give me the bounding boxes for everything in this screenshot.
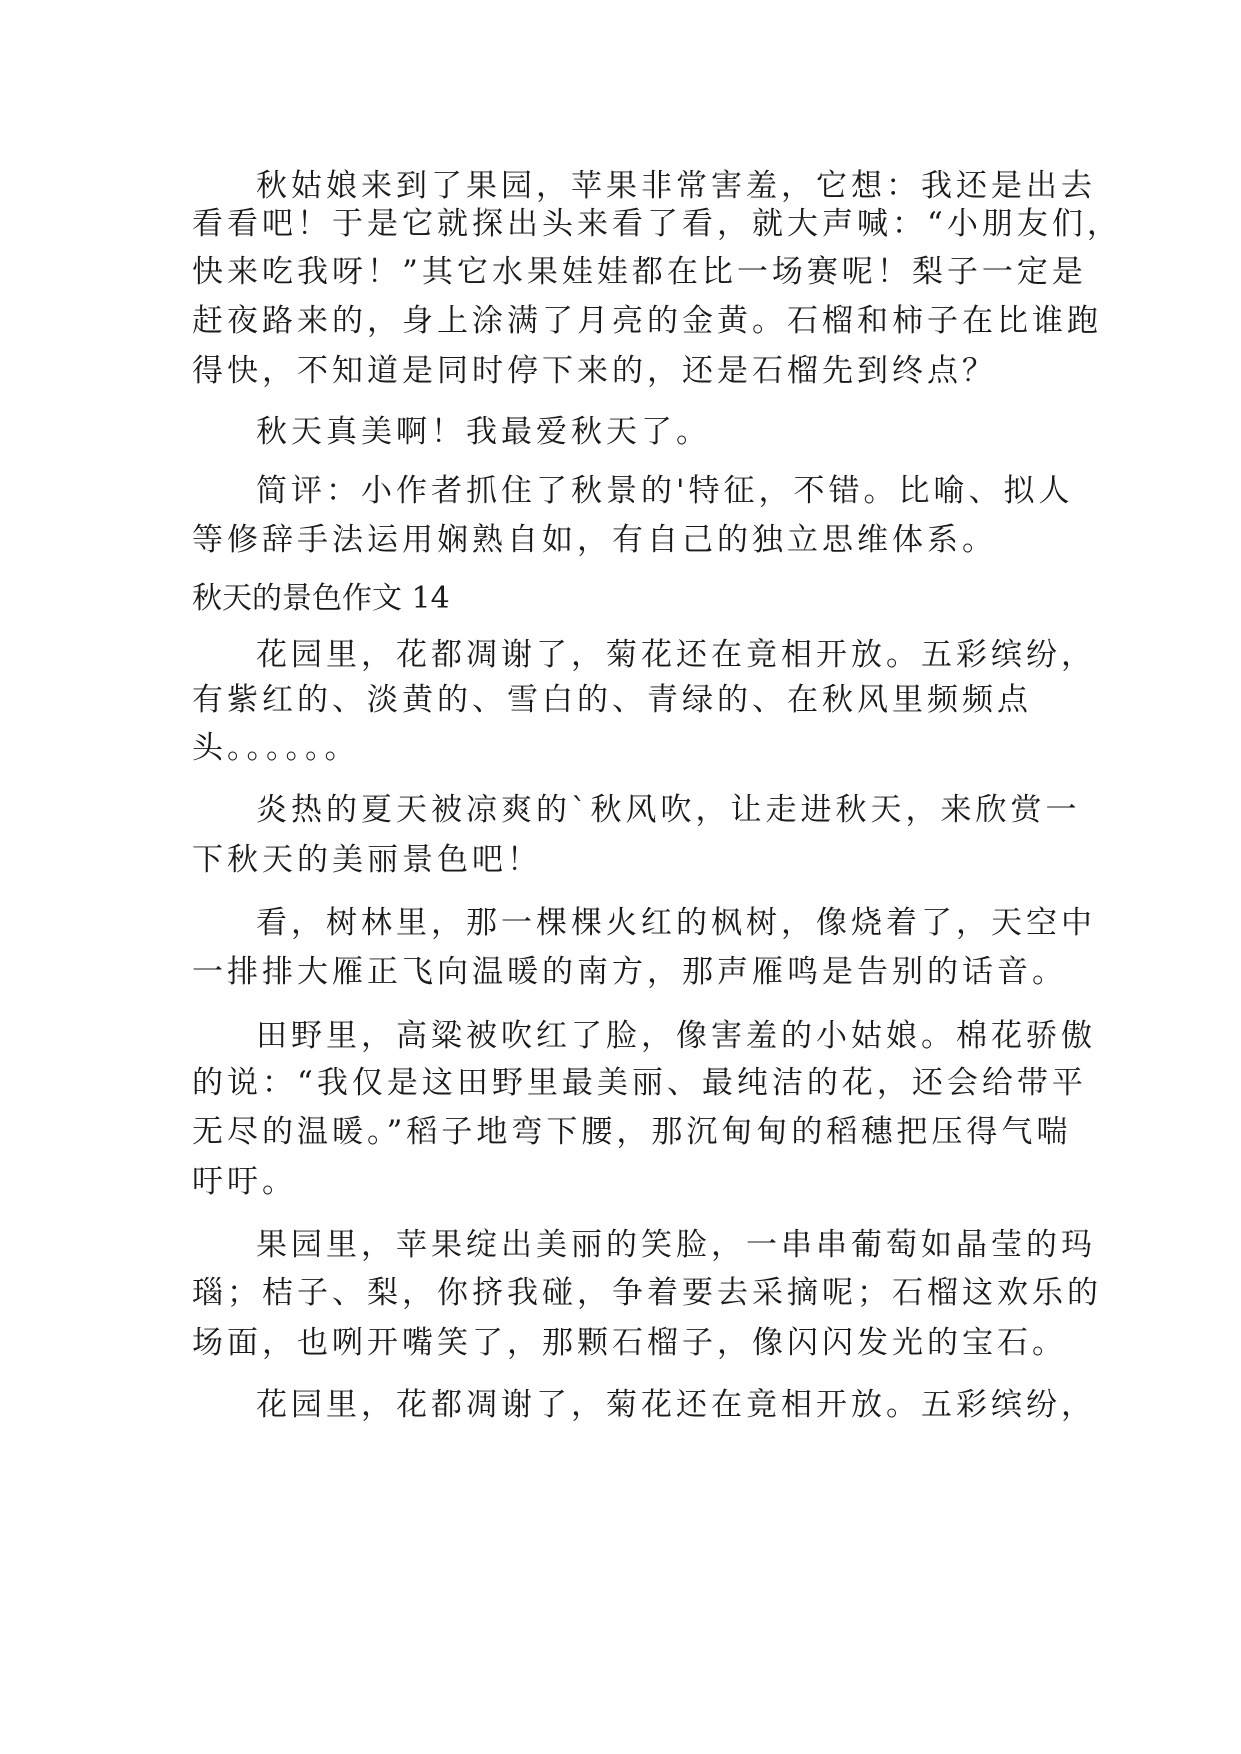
text-line: 得快，不知道是同时停下来的，还是石榴先到终点？ bbox=[192, 353, 997, 389]
text-line: 看，树林里，那一棵棵火红的枫树，像烧着了，天空中 bbox=[256, 905, 1096, 941]
text-line: 看看吧！于是它就探出头来看了看，就大声喊：“小朋友们， bbox=[192, 206, 1122, 242]
text-line: 的说：“我仅是这田野里最美丽、最纯洁的花，还会给带平 bbox=[192, 1065, 1087, 1101]
text-line: 快来吃我呀！”其它水果娃娃都在比一场赛呢！梨子一定是 bbox=[192, 254, 1087, 290]
text-line: 花园里，花都凋谢了，菊花还在竟相开放。五彩缤纷， bbox=[256, 1387, 1096, 1423]
text-line: 一排排大雁正飞向温暖的南方，那声雁鸣是告别的话音。 bbox=[192, 954, 1067, 990]
text-line: 田野里，高粱被吹红了脸，像害羞的小姑娘。棉花骄傲 bbox=[256, 1018, 1096, 1054]
text-line: 赶夜路来的，身上涂满了月亮的金黄。石榴和柿子在比谁跑 bbox=[192, 303, 1102, 339]
text-line: 等修辞手法运用娴熟自如，有自己的独立思维体系。 bbox=[192, 522, 997, 558]
text-line: 无尽的温暖。”稻子地弯下腰，那沉甸甸的稻穗把压得气喘 bbox=[192, 1114, 1072, 1150]
text-line: 果园里，苹果绽出美丽的笑脸，一串串葡萄如晶莹的玛 bbox=[256, 1227, 1096, 1263]
text-line: 花园里，花都凋谢了，菊花还在竟相开放。五彩缤纷， bbox=[256, 637, 1096, 673]
text-line: 简评：小作者抓住了秋景的'特征，不错。比喻、拟人 bbox=[256, 473, 1074, 509]
text-line: 头。。。。。。 bbox=[192, 730, 360, 766]
section-heading: 秋天的景色作文 14 bbox=[192, 581, 450, 616]
text-line: 炎热的夏天被凉爽的`秋风吹，让走进秋天，来欣赏一 bbox=[256, 792, 1081, 828]
text-line: 秋姑娘来到了果园，苹果非常害羞，它想：我还是出去 bbox=[256, 168, 1096, 204]
text-line: 下秋天的美丽景色吧！ bbox=[192, 842, 542, 878]
text-line: 有紫红的、淡黄的、雪白的、青绿的、在秋风里频频点 bbox=[192, 682, 1032, 718]
text-line: 瑙；桔子、梨，你挤我碰，争着要去采摘呢；石榴这欢乐的 bbox=[192, 1275, 1102, 1311]
text-line: 吁吁。 bbox=[192, 1164, 297, 1200]
text-line: 场面，也咧开嘴笑了，那颗石榴子，像闪闪发光的宝石。 bbox=[192, 1325, 1067, 1361]
text-line: 秋天真美啊！我最爱秋天了。 bbox=[256, 414, 711, 450]
